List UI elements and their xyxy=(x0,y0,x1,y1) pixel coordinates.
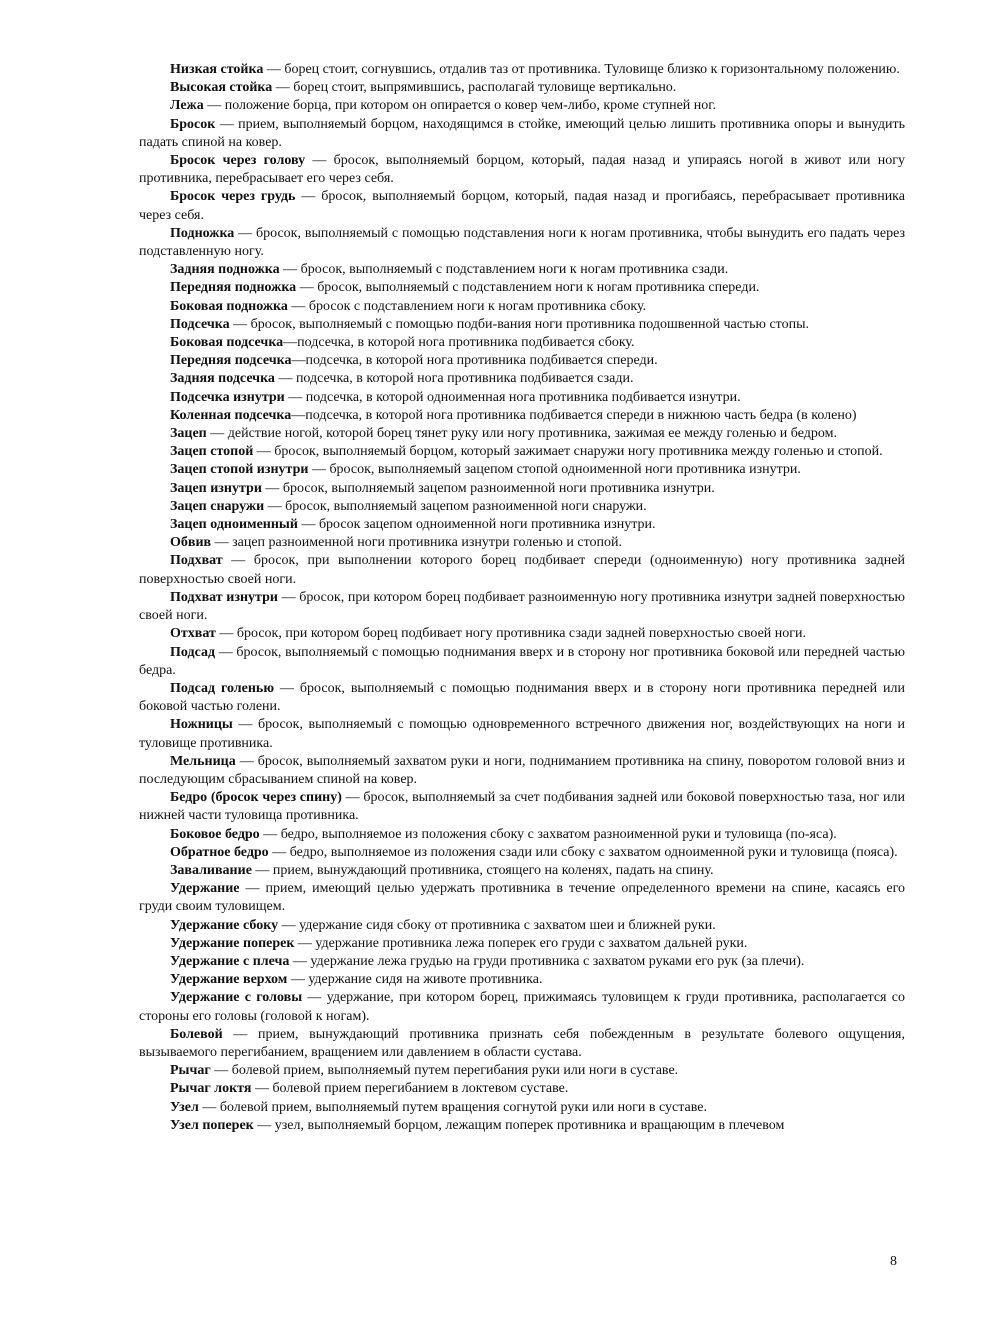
glossary-definition: —подсечка, в которой нога противника подбивается спереди. xyxy=(291,353,658,369)
glossary-term: Узел xyxy=(170,1099,199,1115)
glossary-term: Задняя подсечка xyxy=(170,371,275,387)
glossary-entry xyxy=(139,425,905,443)
glossary-entry xyxy=(139,516,905,534)
glossary-term: Подножка xyxy=(170,225,235,241)
glossary-term: Задняя подножка xyxy=(170,262,280,278)
glossary-definition: — прием, имеющий целью удержать противника в течение определенного времени на спине, касаясь его груди своим туловищем. xyxy=(139,881,905,915)
glossary-term: Бросок через голову xyxy=(170,153,306,169)
glossary-term: Рычаг локтя xyxy=(170,1081,252,1097)
glossary-entry xyxy=(139,443,905,461)
glossary-entry xyxy=(139,753,905,789)
glossary-term: Зацеп xyxy=(170,426,207,442)
glossary-term: Подсад голенью xyxy=(170,680,275,696)
page-number: 8 xyxy=(890,1254,897,1269)
glossary-term: Бросок через грудь xyxy=(170,189,296,205)
glossary-definition: — бросок, выполняемый с подставлением ноги к ногам противника спереди. xyxy=(296,280,760,296)
glossary-definition: — подсечка, в которой нога противника подбивается сзади. xyxy=(274,371,634,387)
glossary-term: Удержание с головы xyxy=(170,990,303,1006)
glossary-term: Обратное бедро xyxy=(170,844,269,860)
glossary-entry xyxy=(139,188,905,224)
glossary-definition: — узел, выполняемый борцом, лежащим поперек противника и вращающим в плечевом xyxy=(253,1117,785,1133)
glossary-entry xyxy=(139,461,905,479)
glossary-entry xyxy=(139,953,905,971)
glossary-definition: — бросок, выполняемый с помощью одновременного встречного движения ног, воздействующих на ноги и туловище противника. xyxy=(139,717,905,751)
glossary-term: Коленная подсечка xyxy=(170,407,292,423)
glossary-definition: — бросок, при котором борец подбивает ногу противника сзади задней поверхностью своей ноги. xyxy=(215,626,806,642)
glossary-term: Подхват xyxy=(170,553,223,569)
glossary-definition: — бросок, выполняемый с помощью поднимания вверх и в сторону ног противника боковой или передней частью бедра. xyxy=(139,644,905,678)
glossary-definition: — прием, выполняемый борцом, находящимся в стойке, имеющий целью лишить противника опоры и вынудить падать спиной на ковер. xyxy=(139,116,905,150)
glossary-entry xyxy=(139,407,905,425)
glossary-term: Зацеп снаружи xyxy=(170,498,265,514)
glossary-term: Бросок xyxy=(170,116,216,132)
glossary-definition: — болевой прием, выполняемый путем перегибания руки или ноги в суставе. xyxy=(210,1063,679,1079)
glossary-definition: — бросок, выполняемый с помощью подставления ноги к ногам противника, чтобы вынудить его падать через подставленную ногу. xyxy=(139,225,905,260)
glossary-term: Подхват изнутри xyxy=(170,589,278,605)
glossary-entry xyxy=(139,480,905,498)
glossary-entry xyxy=(139,862,905,880)
glossary-term: Узел поперек xyxy=(170,1117,254,1133)
glossary-entry xyxy=(139,370,905,388)
glossary-entry xyxy=(139,844,905,862)
glossary-term: Зацеп одноименный xyxy=(170,517,298,533)
glossary-definition: — прием, вынуждающий противника признать себя побежденным в результате болевого ощущения, вызываемого перегибанием, вращением или давлением в области сустава. xyxy=(139,1026,905,1060)
glossary-entry xyxy=(139,880,905,916)
glossary-entry xyxy=(139,97,905,115)
glossary-entry xyxy=(139,625,905,643)
glossary-entry xyxy=(139,152,905,188)
glossary-entry xyxy=(139,61,905,79)
glossary-term: Бедро (бросок через спину) xyxy=(170,790,342,806)
glossary-entry xyxy=(139,389,905,407)
glossary-entry xyxy=(139,298,905,316)
glossary-definition: — бросок, выполняемый борцом, который зажимает снаружи ногу противника между голенью и стопой. xyxy=(253,444,883,460)
glossary-entry xyxy=(139,1117,905,1135)
glossary-definition: — удержание, при котором борец, прижимаясь туловищем к груди противника, располагается со стороны его головы (головой к ногам). xyxy=(139,990,905,1024)
glossary-term: Удержание сбоку xyxy=(170,917,279,933)
glossary-definition: — удержание сидя на животе противника. xyxy=(287,972,543,988)
glossary-entry xyxy=(139,826,905,844)
glossary-definition: — бросок, выполняемый борцом, который, падая назад и упираясь ногой в живот или ногу противника, перебрасывает его через себя. xyxy=(139,153,905,187)
glossary-definition: — бросок зацепом одноименной ноги противника изнутри. xyxy=(297,517,656,533)
glossary-entry xyxy=(139,116,905,152)
glossary-definition: — бросок, выполняемый зацепом разноименной ноги противника изнутри. xyxy=(261,480,715,496)
glossary-term: Зацеп стопой xyxy=(170,444,254,460)
glossary-definition: — бросок, при выполнении которого борец подбивает спереди (одноименную) ногу противника задней поверхностью своей ноги. xyxy=(139,553,905,587)
glossary-term: Высокая стойка xyxy=(170,80,273,96)
glossary-term: Удержание с плеча xyxy=(170,953,290,969)
glossary-definition: — бросок, выполняемый с помощью поднимания вверх и в сторону ноги противника передней или боковой частью голени. xyxy=(139,680,905,715)
glossary-definition: — болевой прием, выполняемый путем вращения согнутой руки или ноги в суставе. xyxy=(198,1099,707,1115)
glossary-entry xyxy=(139,589,905,625)
glossary-term: Зацеп изнутри xyxy=(170,480,262,496)
glossary-definition: — подсечка, в которой одноименная нога противника подбивается изнутри. xyxy=(284,389,741,405)
glossary-entry xyxy=(139,79,905,97)
glossary-term: Подсечка изнутри xyxy=(170,389,285,405)
glossary-term: Удержание верхом xyxy=(170,972,288,988)
glossary-entry xyxy=(139,1062,905,1080)
glossary-entry xyxy=(139,352,905,370)
glossary-term: Обвив xyxy=(170,535,212,551)
glossary-definition: — бросок, выполняемый зацепом разноименной ноги снаружи. xyxy=(264,498,647,514)
glossary-entry xyxy=(139,1026,905,1062)
glossary-entry xyxy=(139,917,905,935)
glossary-entry xyxy=(139,935,905,953)
glossary-entry xyxy=(139,279,905,297)
glossary-term: Боковая подсечка xyxy=(170,335,284,351)
glossary-term: Отхват xyxy=(170,626,216,642)
glossary-definition: — удержание противника лежа поперек его груди с захватом дальней руки. xyxy=(294,935,748,951)
glossary-definition: — бросок с подставлением ноги к ногам противника сбоку. xyxy=(287,298,647,314)
glossary-entry xyxy=(139,716,905,752)
glossary-term: Зацеп стопой изнутри xyxy=(170,462,309,478)
glossary-term: Удержание поперек xyxy=(170,935,295,951)
glossary-entry xyxy=(139,789,905,825)
glossary-definition: — бросок, выполняемый с подставлением ноги к ногам противника сзади. xyxy=(279,262,729,278)
glossary-definition: — бросок, выполняемый зацепом стопой одноименной ноги противника изнутри. xyxy=(308,462,801,478)
glossary-term: Подсад xyxy=(170,644,216,660)
glossary-term: Низкая стойка xyxy=(170,62,264,77)
glossary-entry xyxy=(139,261,905,279)
glossary-term: Боковое бедро xyxy=(170,826,260,842)
glossary-definition: — бедро, выполняемое из положения сзади или сбоку с захватом одноименной руки и туловища (пояса). xyxy=(268,844,898,860)
glossary-definition: — действие ногой, которой борец тянет руку или ногу противника, зажимая ее между голенью и бедром. xyxy=(206,426,837,442)
glossary-term: Ножницы xyxy=(170,717,233,733)
glossary-definition: — удержание сидя сбоку от противника с захватом шеи и ближней руки. xyxy=(278,917,716,933)
glossary-definition: — положение борца, при котором он опирается о ковер чем-либо, кроме ступней ног. xyxy=(203,98,716,114)
glossary-definition: —подсечка, в которой нога противника подбивается сбоку. xyxy=(283,335,635,351)
glossary-term: Болевой xyxy=(170,1026,223,1042)
glossary-term: Передняя подсечка xyxy=(170,353,292,369)
glossary-definition: — удержание лежа грудью на груди противника с захватом руками его рук (за плечи). xyxy=(289,953,805,969)
glossary-entry xyxy=(139,1080,905,1098)
glossary-term: Лежа xyxy=(170,98,204,114)
glossary-definition: — бросок, выполняемый за счет подбивания задней или боковой поверхностью таза, ног или нижней части туловища противника. xyxy=(139,790,905,824)
glossary-definition: — бедро, выполняемое из положения сбоку с захватом разноименной руки и туловища (по-яса). xyxy=(259,826,837,842)
glossary-definition: — зацеп разноименной ноги противника изнутри голенью и стопой. xyxy=(211,535,623,551)
glossary-definition: — прием, вынуждающий противника, стоящего на коленях, падать на спину. xyxy=(251,862,714,878)
glossary-term: Передняя подножка xyxy=(170,280,297,296)
glossary-definition: — бросок, при котором борец подбивает разноименную ногу противника изнутри задней поверхностью своей ноги. xyxy=(139,589,905,624)
glossary-definition: — борец стоит, согнувшись, отдалив таз от противника. Туловище близко к горизонтальному положению. xyxy=(263,62,900,77)
glossary-entry xyxy=(139,225,905,261)
glossary-entry xyxy=(139,971,905,989)
glossary-entry xyxy=(139,334,905,352)
glossary-term: Удержание xyxy=(170,881,240,897)
glossary-definition: — бросок, выполняемый захватом руки и ноги, подниманием противника на спину, поворотом головой вниз и последующим сбрасыванием спиной на ковер. xyxy=(139,753,905,787)
glossary-entry xyxy=(139,1099,905,1117)
glossary-entry xyxy=(139,498,905,516)
glossary-entry xyxy=(139,644,905,680)
glossary-definition: — болевой прием перегибанием в локтевом суставе. xyxy=(251,1081,569,1097)
glossary-term: Боковая подножка xyxy=(170,298,288,314)
glossary-definition: —подсечка, в которой нога противника подбивается спереди в нижнюю часть бедра (в колено) xyxy=(291,407,857,423)
glossary-entry xyxy=(139,680,905,716)
glossary-entry xyxy=(139,989,905,1025)
glossary-term: Подсечка xyxy=(170,316,230,332)
glossary-entry xyxy=(139,316,905,334)
glossary-entry xyxy=(139,552,905,588)
glossary-definition: — бросок, выполняемый с помощью подби-вания ноги противника подошвенной частью стопы. xyxy=(229,316,809,332)
glossary-entry xyxy=(139,534,905,552)
glossary-body xyxy=(139,61,905,1135)
glossary-definition: — бросок, выполняемый борцом, который, падая назад и прогибаясь, перебрасывает противника через себя. xyxy=(139,189,905,223)
glossary-term: Заваливание xyxy=(170,862,252,878)
glossary-term: Мельница xyxy=(170,753,236,769)
glossary-definition: — борец стоит, выпрямившись, располагай туловище вертикально. xyxy=(272,80,677,96)
glossary-term: Рычаг xyxy=(170,1063,211,1079)
